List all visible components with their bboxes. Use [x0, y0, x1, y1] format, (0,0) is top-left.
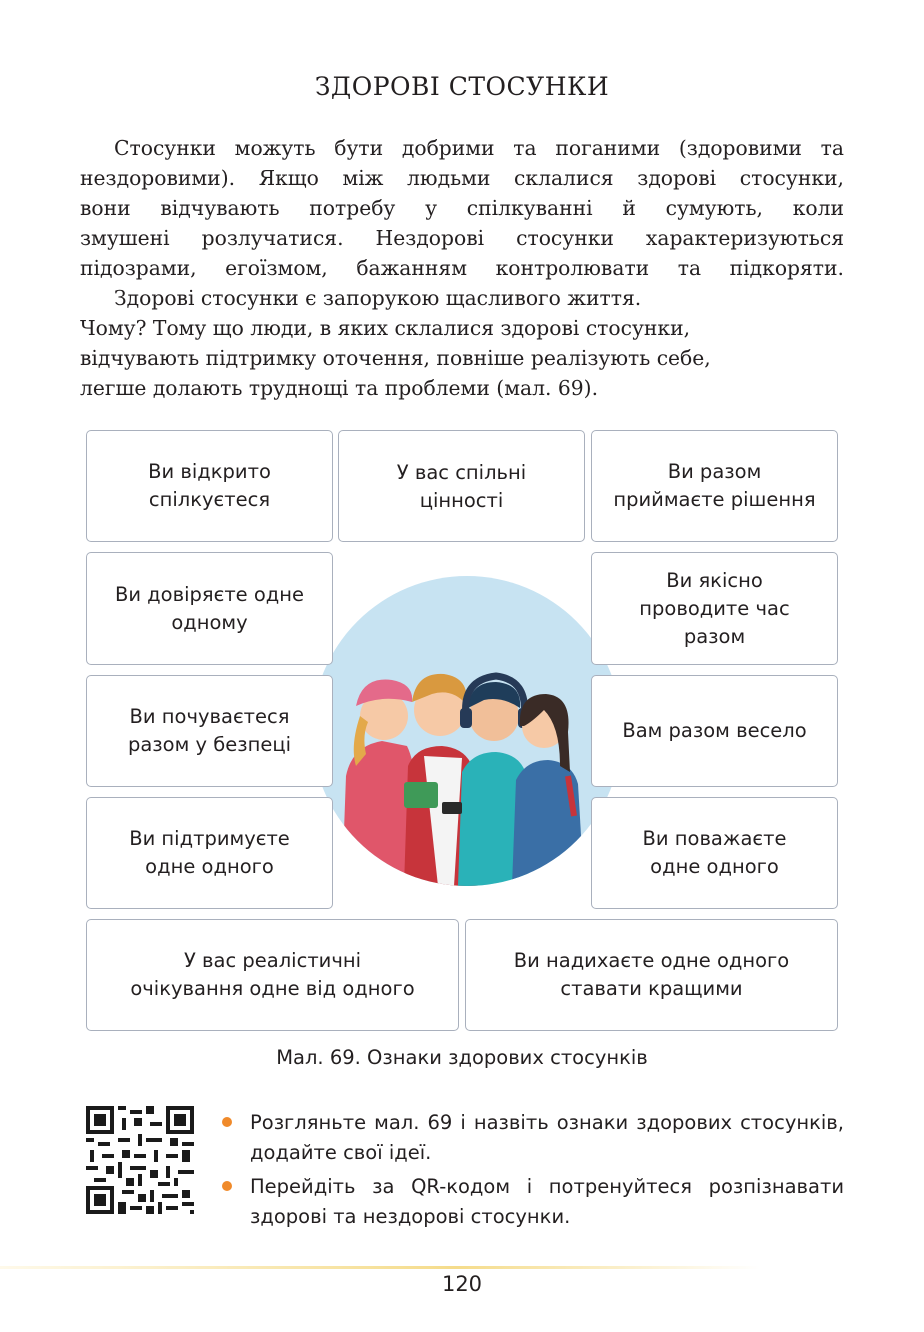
paragraph-1 [80, 133, 844, 283]
footer-divider [0, 1266, 760, 1269]
box-line: У вас спільні [396, 461, 527, 484]
para2-line2: Чому? Тому що люди, в яких склалися здорові стосунки, [80, 316, 691, 340]
task-text: Перейдіть за QR-кодом і потренуйтеся розпізнавати здорові та нездорові стосунки. [250, 1175, 844, 1228]
para2-line3: відчувають підтримку оточення, повніше реалізують себе, [80, 346, 711, 370]
box-line: очікування одне від одного [130, 977, 415, 1000]
box-line: спілкуєтеся [148, 488, 271, 511]
box-line: одне одного [145, 855, 274, 878]
list-item [222, 1172, 844, 1232]
task-text: Розгляньте мал. 69 і назвіть ознаки здорових стосунків, додайте свої ідеї. [250, 1111, 844, 1164]
box-line: Ви відкрито [148, 460, 271, 483]
para1-line2: нездоровими). Якщо між людьми склалися здорові стосунки, [80, 166, 844, 190]
box-line: Ви надихаєте одне одного [513, 949, 790, 972]
box-line: Вам разом весело [622, 719, 807, 742]
page-number: 120 [441, 1272, 483, 1296]
box-line: разом у безпеці [127, 733, 292, 756]
box-line: приймаєте рішення [613, 488, 816, 511]
box-line: цінності [419, 489, 504, 512]
paragraph-2 [80, 283, 844, 403]
bullet-dot-icon [222, 1181, 232, 1191]
box-line: одне одного [650, 855, 779, 878]
box-line: ставати кращими [560, 977, 743, 1000]
qr-code-icon[interactable] [86, 1106, 194, 1214]
para1-line5: підозрами, егоїзмом, бажанням контролювати та підкоряти. [80, 256, 844, 280]
figure-caption: Мал. 69. Ознаки здорових стосунків [276, 1046, 648, 1069]
sign-box-fun-together [591, 675, 838, 787]
sign-box-respect [591, 797, 838, 909]
box-line: проводите час [639, 596, 790, 620]
box-line: У вас реалістичні [183, 949, 362, 972]
para1-line1: Стосунки можуть бути добрими та поганими (здоровими та [114, 136, 844, 160]
box-line: Ви довіряєте одне [114, 582, 305, 606]
bullet-dot-icon [222, 1117, 232, 1127]
box-line: Ви поважаєте [642, 827, 787, 850]
box-line: Ви почуваєтеся [129, 705, 290, 728]
box-line: Ви якісно [666, 568, 763, 592]
para2-line1: Здорові стосунки є запорукою щасливого життя. [114, 286, 642, 310]
sign-box-safety [86, 675, 333, 787]
list-item [222, 1108, 844, 1168]
task-list [222, 1108, 844, 1232]
para1-line4: змушені розлучатися. Нездорові стосунки характеризуються [80, 226, 844, 250]
page-title: ЗДОРОВІ СТОСУНКИ [314, 72, 610, 101]
illustration-circle [312, 576, 622, 886]
sign-box-realistic-expectations [86, 919, 459, 1031]
sign-box-shared-values [338, 430, 585, 542]
box-line: разом [683, 624, 746, 648]
para1-line3: вони відчувають потребу у спілкуванні й сумують, коли [80, 196, 844, 220]
sign-box-joint-decisions [591, 430, 838, 542]
sign-box-open-communication [86, 430, 333, 542]
box-line: Ви підтримуєте [129, 827, 290, 850]
sign-box-support [86, 797, 333, 909]
box-line: одному [171, 610, 248, 634]
sign-box-trust [86, 552, 333, 665]
box-line: Ви разом [667, 460, 762, 483]
friends-illustration [312, 576, 622, 886]
sign-box-inspire [465, 919, 838, 1031]
sign-box-quality-time [591, 552, 838, 665]
para2-line4: легше долають труднощі та проблеми (мал. 69). [80, 376, 599, 400]
